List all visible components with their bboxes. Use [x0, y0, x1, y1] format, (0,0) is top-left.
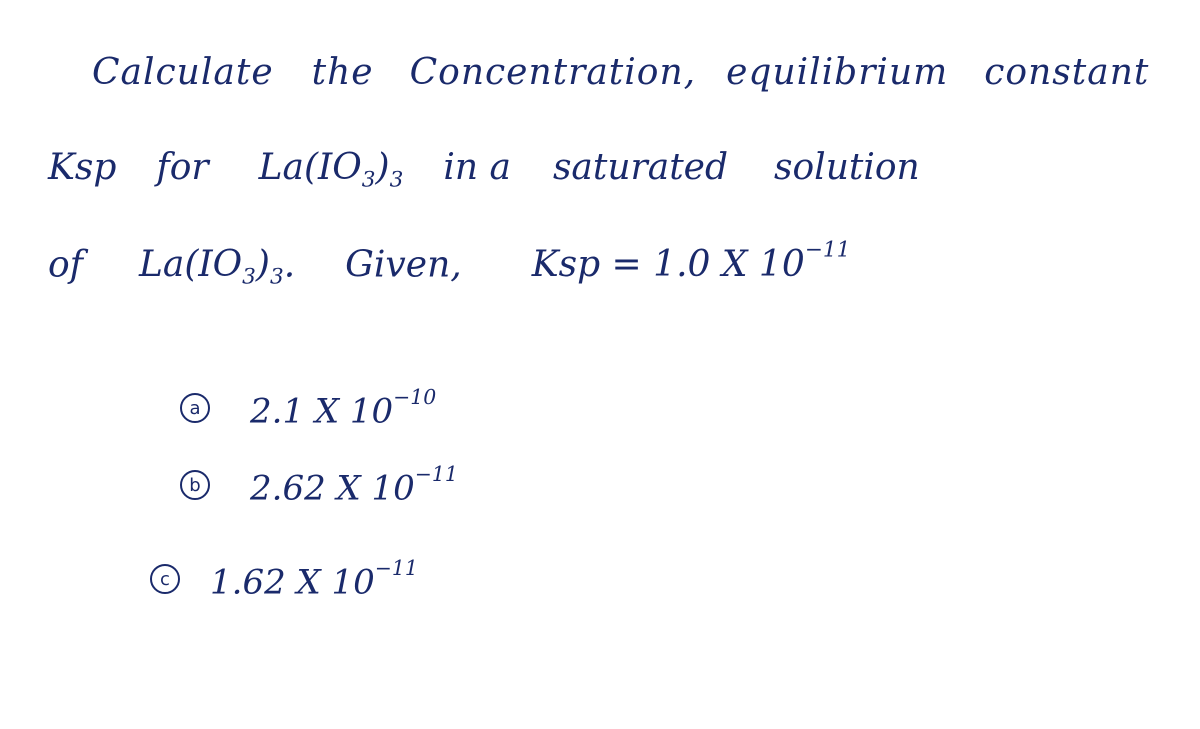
word-ksp: Ksp — [48, 147, 117, 188]
compound-formula: $La(IO_3)_3$ — [139, 244, 284, 290]
option-b-letter-circle: b — [180, 470, 210, 500]
period: . — [283, 244, 296, 286]
word-constant: constant — [984, 52, 1150, 93]
option-a-value: 2.1 X $10^{-10}$ — [250, 385, 437, 432]
question-line-3 — [48, 240, 850, 289]
option-a-letter-circle: a — [180, 393, 210, 423]
word-concentration: Concentration — [409, 52, 684, 93]
comma: , — [683, 52, 697, 93]
word-saturated: saturated — [552, 147, 729, 188]
question-line-2 — [48, 147, 920, 193]
option-c[interactable] — [150, 556, 418, 602]
option-b-value: 2.62 X $10^{-11}$ — [250, 462, 458, 509]
question-line-1 — [92, 52, 1150, 93]
option-c-value: 1.62 X $10^{-11}$ — [210, 556, 418, 603]
word-for: for — [156, 147, 209, 188]
word-solution: solution — [774, 147, 920, 188]
word-of: of — [48, 244, 83, 286]
word-equilibrium: equilibrium — [726, 52, 949, 93]
option-c-letter-circle: c — [150, 564, 180, 594]
word-the: the — [311, 52, 374, 93]
compound-formula: $La(IO_3)_3$ — [258, 147, 404, 193]
option-b[interactable] — [180, 462, 458, 508]
word-given: Given, — [345, 244, 462, 286]
word-calculate: Calculate — [92, 52, 274, 93]
ksp-value: Ksp = 1.0 X $10^{-11}$ — [531, 238, 851, 286]
word-in-a: in a — [443, 147, 511, 188]
option-a[interactable] — [180, 385, 436, 431]
